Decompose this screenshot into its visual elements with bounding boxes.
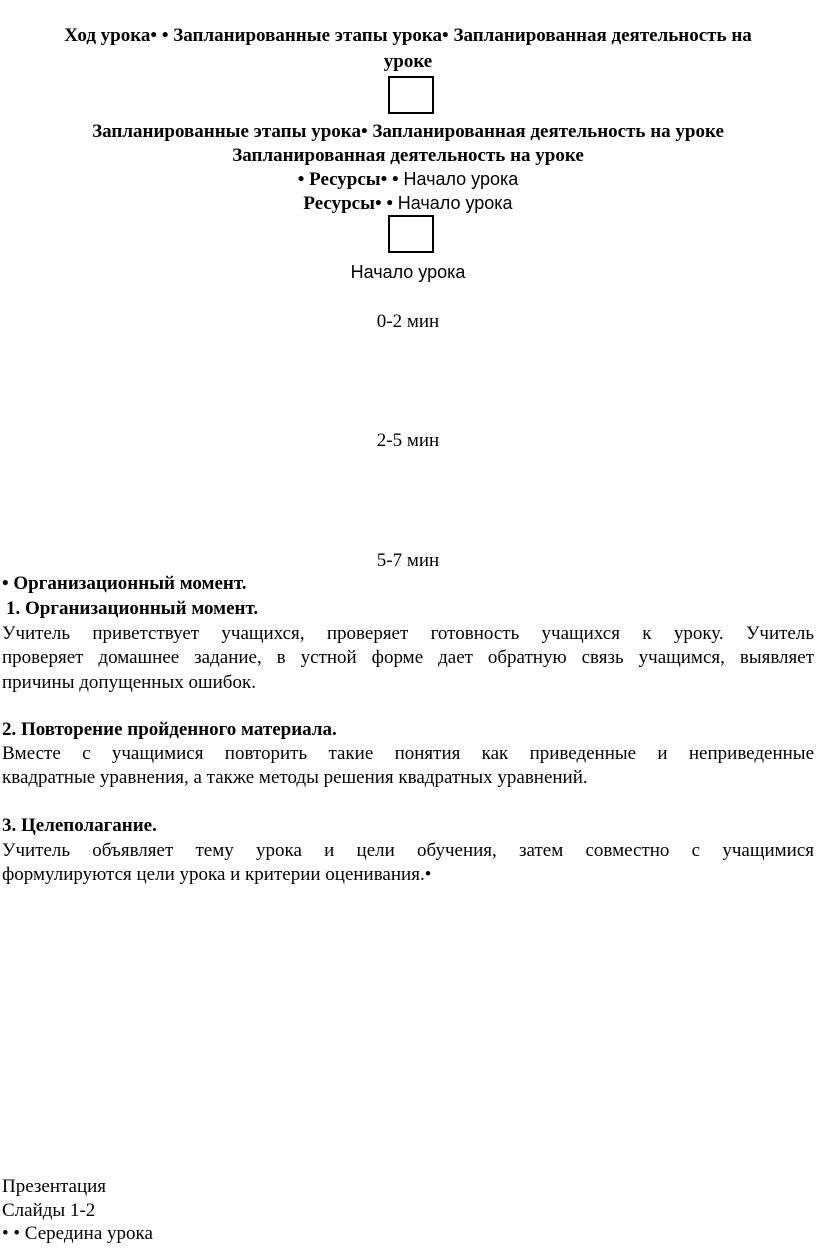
- timing-0-2: 0-2 мин: [376, 311, 440, 332]
- section2-title: 2. Повторение пройденного материала.: [2, 719, 337, 740]
- resources-presentation: Презентация: [2, 1176, 107, 1197]
- section3-title: 3. Целеполагание.: [2, 815, 157, 836]
- resources-slides: Слайды 1-2: [2, 1200, 96, 1221]
- section1-bullet-title: • Организационный момент.: [2, 573, 247, 594]
- section1-body-line-1: Учитель приветствует учащихся, проверяет готовность учащихся к уроку. Учитель: [2, 623, 814, 644]
- section2-body-line-2: квадратные уравнения, а также методы решения квадратных уравнений.: [2, 767, 588, 788]
- timing-2-5: 2-5 мин: [376, 430, 440, 451]
- section3-body-line-1: Учитель объявляет тему урока и цели обучения, затем совместно с учащимися: [2, 840, 814, 861]
- section3-body-line-2: формулируются цели урока и критерии оценивания.•: [2, 864, 432, 885]
- resources-label-1: • Ресурсы• •: [297, 169, 404, 190]
- section2-body-line-1: Вместе с учащимися повторить такие понятия как приведенные и неприведенные: [2, 743, 814, 764]
- header-line-4: Запланированная деятельность на уроке: [232, 145, 584, 166]
- timing-5-7: 5-7 мин: [376, 550, 440, 571]
- lesson-start-label-2: Начало урока: [397, 193, 513, 213]
- section1-numbered-title: 1. Организационный момент.: [6, 598, 259, 619]
- empty-checkbox-1: [388, 76, 434, 114]
- header-line-1: Ход урока• • Запланированные этапы урока• Запланированная деятельность на: [64, 25, 752, 46]
- section1-body-line-3: причины допущенных ошибок.: [2, 672, 256, 693]
- lesson-start-label-3: Начало урока: [350, 262, 466, 282]
- lesson-start-label-1: Начало урока: [403, 169, 519, 189]
- header-line-2: уроке: [383, 51, 433, 72]
- resources-line-1: [0, 169, 816, 191]
- lesson-middle-label: • • Середина урока: [2, 1223, 153, 1244]
- section1-body-line-2: проверяет домашнее задание, в устной форме дает обратную связь учащимся, выявляет: [2, 647, 814, 668]
- empty-checkbox-2: [388, 215, 434, 253]
- resources-label-2: Ресурсы• •: [303, 193, 398, 214]
- header-line-3: Запланированные этапы урока• Запланированная деятельность на уроке: [92, 121, 724, 142]
- resources-line-2: [0, 193, 816, 215]
